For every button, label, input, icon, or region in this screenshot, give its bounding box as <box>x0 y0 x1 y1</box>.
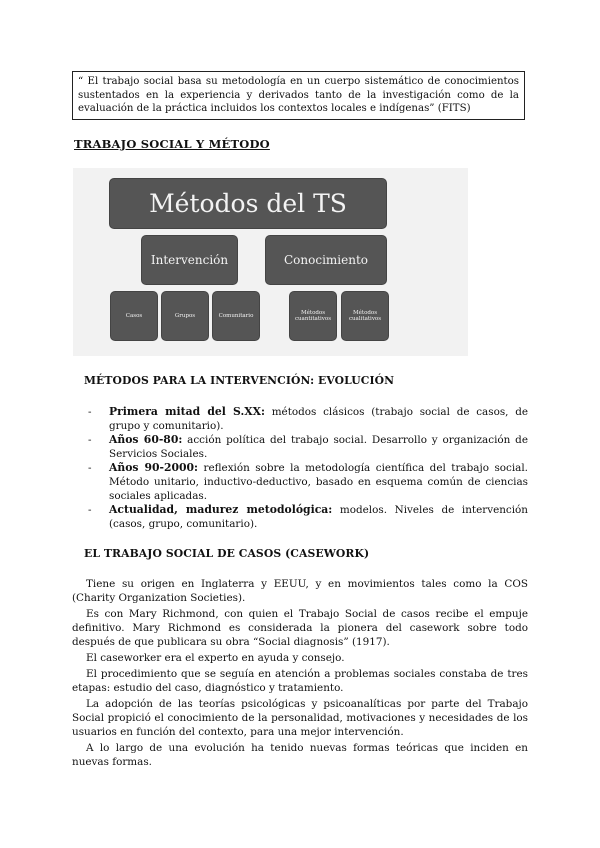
list-item-title: Actualidad, madurez metodológica: <box>109 503 333 516</box>
list-item-text: modelos. Niveles de intervención (casos, grupo, comunitario). <box>109 504 529 530</box>
list-item <box>88 503 528 531</box>
list-item-title: Años 60-80: <box>109 433 183 446</box>
diagram-groups-box: Grupos <box>161 291 209 341</box>
list-item <box>88 405 528 433</box>
dash-bullet: - <box>88 504 92 516</box>
list-item-text: reflexión sobre la metodología científica del trabajo social. Método unitario, inductivo-deductivo, basado en esquema común de ciencias sociales aplicadas. <box>109 462 528 502</box>
list-item-title: Primera mitad del S.XX: <box>109 405 265 418</box>
paragraph: El caseworker era el experto en ayuda y consejo. <box>86 652 345 664</box>
section-title: TRABAJO SOCIAL Y MÉTODO <box>74 137 270 151</box>
diagram-intervention-box: Intervención <box>141 235 238 285</box>
quote-box: “ El trabajo social basa su metodología en un cuerpo sistemático de conocimientos sustentados en la experiencia y derivados tanto de la investigación como de la evaluación de la práctica incluidos los contextos locales e indígenas” (FITS) <box>72 71 525 120</box>
paragraph: La adopción de las teorías psicológicas y psicoanalíticas por parte del Trabajo Social propició el conocimiento de la personalidad, motivaciones y necesidades de los usuarios en función del contexto, para una mejor intervención. <box>72 698 528 738</box>
evolution-list <box>88 405 528 531</box>
diagram-community-box: Comunitario <box>212 291 260 341</box>
diagram-knowledge-box: Conocimiento <box>265 235 387 285</box>
paragraph: A lo largo de una evolución ha tenido nuevas formas teóricas que inciden en nuevas formas. <box>72 742 528 768</box>
dash-bullet: - <box>88 406 92 418</box>
diagram-main-box: Métodos del TS <box>109 178 387 229</box>
diagram-quantitative-box: Métodos cuantitativos <box>289 291 337 341</box>
intervention-heading: MÉTODOS PARA LA INTERVENCIÓN: EVOLUCIÓN <box>84 374 395 387</box>
list-item-text: acción política del trabajo social. Desarrollo y organización de Servicios Sociales. <box>109 434 528 460</box>
diagram-qualitative-box: Métodos cualitativos <box>341 291 389 341</box>
list-item-title: Años 90-2000: <box>109 461 198 474</box>
list-item-text: métodos clásicos (trabajo social de casos, de grupo y comunitario). <box>109 406 529 432</box>
list-item <box>88 433 528 461</box>
paragraph: El procedimiento que se seguía en atención a problemas sociales constaba de tres etapas: estudio del caso, diagnóstico y tratamiento. <box>72 668 528 694</box>
diagram-cases-box: Casos <box>110 291 158 341</box>
casework-heading: EL TRABAJO SOCIAL DE CASOS (CASEWORK) <box>84 547 370 560</box>
paragraph: Es con Mary Richmond, con quien el Trabajo Social de casos recibe el empuje definitivo. Mary Richmond es considerada la pionera del casework sobre todo después de que publicara su obra “Social diagnosis” (1917). <box>72 608 528 648</box>
casework-body <box>72 577 528 771</box>
dash-bullet: - <box>88 434 92 446</box>
paragraph: Tiene su origen en Inglaterra y EEUU, y en movimientos tales como la COS (Charity Organization Societies). <box>72 578 528 604</box>
dash-bullet: - <box>88 462 92 474</box>
list-item <box>88 461 528 503</box>
methods-diagram <box>73 168 468 356</box>
